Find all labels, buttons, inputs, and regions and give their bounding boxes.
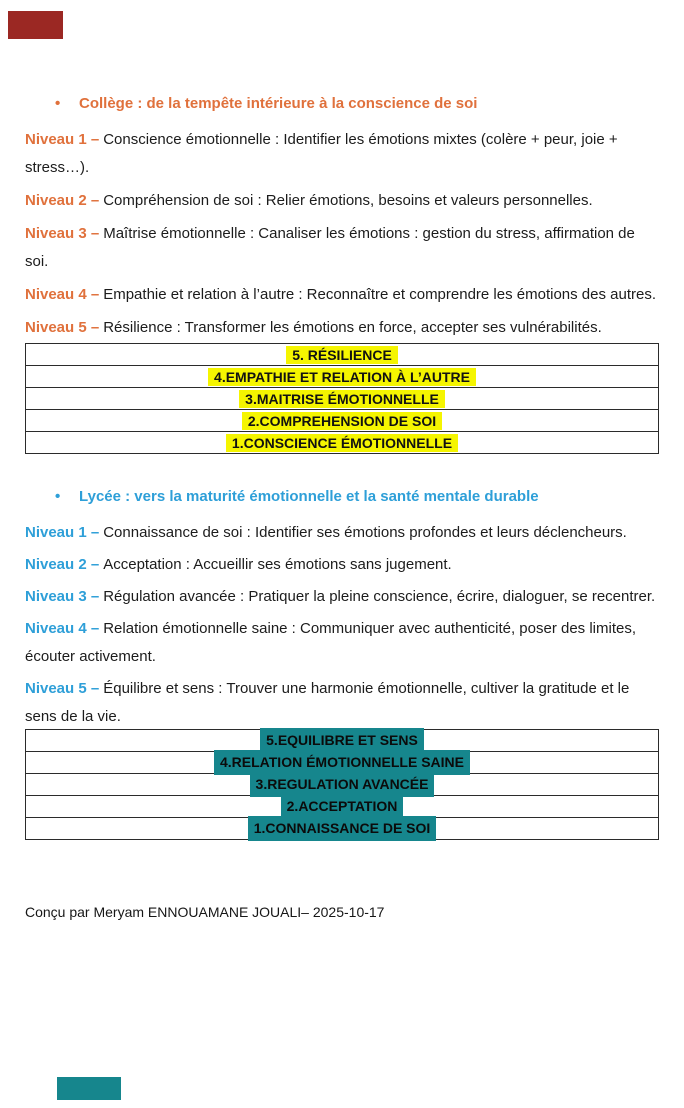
pyramid-row xyxy=(26,432,659,454)
level-text: Équilibre et sens : Trouver une harmonie émotionnelle, cultiver la gratitude et le sens de la vie. xyxy=(25,680,630,725)
college-level-1 xyxy=(25,126,659,182)
pyramid-row xyxy=(26,796,659,818)
pyramid-row xyxy=(26,774,659,796)
pyramid-row-text: 5.EQUILIBRE ET SENS xyxy=(260,728,424,753)
level-label: Niveau 3 – xyxy=(25,225,100,242)
bullet-icon: • xyxy=(55,488,61,505)
lycee-level-5 xyxy=(25,675,659,731)
level-text: Compréhension de soi : Relier émotions, besoins et valeurs personnelles. xyxy=(103,192,593,209)
level-label: Niveau 3 – xyxy=(25,588,100,605)
college-level-3 xyxy=(25,220,659,276)
pyramid-row-text: 2.ACCEPTATION xyxy=(281,794,404,819)
college-heading-text: Collège : de la tempête intérieure à la conscience de soi xyxy=(79,95,478,112)
lycee-level-3 xyxy=(25,583,659,611)
pyramid-row xyxy=(26,366,659,388)
level-label: Niveau 2 – xyxy=(25,192,100,209)
level-text: Empathie et relation à l’autre : Reconnaître et comprendre les émotions des autres. xyxy=(103,286,657,303)
level-label: Niveau 4 – xyxy=(25,620,100,637)
bullet-icon: • xyxy=(55,95,61,112)
level-label: Niveau 1 – xyxy=(25,131,100,148)
level-text: Résilience : Transformer les émotions en force, accepter ses vulnérabilités. xyxy=(103,319,602,336)
level-label: Niveau 5 – xyxy=(25,319,100,336)
pyramid-row-text: 5. RÉSILIENCE xyxy=(286,346,398,364)
pyramid-row-text: 1.CONNAISSANCE DE SOI xyxy=(248,816,437,841)
level-label: Niveau 5 – xyxy=(25,680,100,697)
lycee-heading-text: Lycée : vers la maturité émotionnelle et la santé mentale durable xyxy=(79,488,539,505)
pyramid-row-text: 2.COMPREHENSION DE SOI xyxy=(242,412,442,430)
pyramid-row-text: 3.REGULATION AVANCÉE xyxy=(250,772,435,797)
pyramid-row xyxy=(26,344,659,366)
pyramid-row xyxy=(26,818,659,840)
lycee-level-2 xyxy=(25,551,659,579)
pyramid-row xyxy=(26,730,659,752)
level-text: Acceptation : Accueillir ses émotions sans jugement. xyxy=(103,556,452,573)
top-left-red-mark xyxy=(8,11,63,39)
pyramid-row xyxy=(26,752,659,774)
lycee-level-1 xyxy=(25,519,659,547)
college-level-4 xyxy=(25,281,659,309)
college-section-heading xyxy=(25,94,659,114)
level-label: Niveau 1 – xyxy=(25,524,100,541)
level-text: Conscience émotionnelle : Identifier les émotions mixtes (colère + peur, joie + stress…). xyxy=(25,131,618,176)
footer-credit: Conçu par Meryam ENNOUAMANE JOUALI– 2025-10-17 xyxy=(25,904,385,920)
bottom-left-teal-mark xyxy=(57,1077,121,1100)
lycee-level-4 xyxy=(25,615,659,671)
level-text: Relation émotionnelle saine : Communiquer avec authenticité, poser des limites, écouter activement. xyxy=(25,620,636,665)
pyramid-row xyxy=(26,410,659,432)
level-text: Régulation avancée : Pratiquer la pleine conscience, écrire, dialoguer, se recentrer. xyxy=(103,588,656,605)
pyramid-row-text: 3.MAITRISE ÉMOTIONNELLE xyxy=(239,390,445,408)
college-level-2 xyxy=(25,187,659,215)
pyramid-row-text: 4.RELATION ÉMOTIONNELLE SAINE xyxy=(214,750,470,775)
college-pyramid-table xyxy=(25,343,659,454)
level-text: Connaissance de soi : Identifier ses émotions profondes et leurs déclencheurs. xyxy=(103,524,627,541)
lycee-pyramid-table xyxy=(25,729,659,840)
level-text: Maîtrise émotionnelle : Canaliser les émotions : gestion du stress, affirmation de soi. xyxy=(25,225,635,270)
lycee-section-heading xyxy=(25,487,659,507)
pyramid-row-text: 4.EMPATHIE ET RELATION À L’AUTRE xyxy=(208,368,476,386)
college-level-5 xyxy=(25,314,659,342)
level-label: Niveau 2 – xyxy=(25,556,100,573)
pyramid-row-text: 1.CONSCIENCE ÉMOTIONNELLE xyxy=(226,434,458,452)
pyramid-row xyxy=(26,388,659,410)
level-label: Niveau 4 – xyxy=(25,286,100,303)
